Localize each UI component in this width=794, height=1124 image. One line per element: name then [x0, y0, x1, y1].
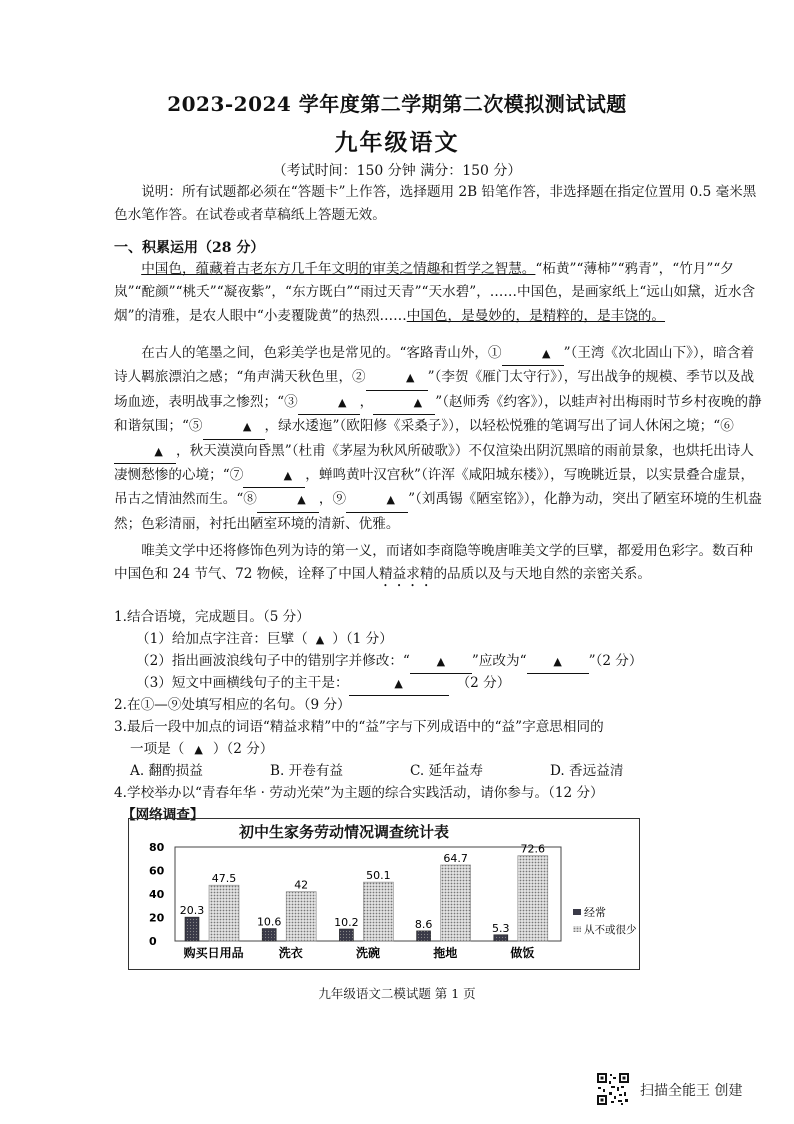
- bar-rarely-0: [209, 885, 239, 941]
- answer-blank-correction[interactable]: [527, 650, 589, 674]
- category-label-3: 拖地: [433, 946, 458, 960]
- answer-blank-3[interactable]: [298, 391, 360, 415]
- passage-text: ”（王湾《次北固山下》），暗含着诗人羁旅漂泊之感；“角声满天秋色里，②: [114, 345, 755, 386]
- triangle-marker: ▲: [436, 655, 446, 668]
- answer-blank-2[interactable]: [366, 366, 428, 390]
- passage-text: ，⑨: [318, 491, 347, 508]
- page-footer: 九年级语文二模试题 第 1 页: [318, 986, 476, 1001]
- triangle-marker: ▲: [406, 371, 415, 385]
- scanner-watermark: 扫描全能王 创建: [640, 1083, 743, 1099]
- y-tick-label: 80: [149, 841, 165, 854]
- triangle-marker: ▲: [394, 677, 403, 690]
- passage-text: ”（李贺《雁门太守行》），写出战争的规模、季节以及战场血迹，表明战事之惨烈；“③: [114, 369, 755, 410]
- passage-text: 的品质以及与天地自然的亲密关系。: [433, 566, 651, 583]
- bar-rarely-1: [286, 892, 316, 941]
- triangle-marker: ▲: [386, 493, 395, 507]
- survey-label: 【网络调查】: [122, 807, 204, 823]
- passage-text: 在古人的笔墨之间，色彩美学也是常见的。“客路青山外，①: [141, 345, 502, 361]
- passage-text: ，绿水逶迤”（欧阳修《采桑子》），以轻松悦雅的笔调写出了词人休闲之境；“⑥: [264, 418, 734, 435]
- answer-blank-1[interactable]: [502, 342, 564, 366]
- answer-blank-6[interactable]: [114, 440, 176, 464]
- dotted-phrase: 精益求精: [379, 566, 434, 583]
- option-c[interactable]: C. 延年益寿: [410, 763, 483, 779]
- triangle-marker: ▲: [413, 395, 423, 409]
- bar-chart-svg: [129, 819, 639, 969]
- option-d[interactable]: D. 香远益清: [550, 763, 624, 779]
- question-text: ）（2 分）: [212, 741, 274, 757]
- legend-label-often: 经常: [584, 906, 606, 919]
- passage-text: ，蝉鸣黄叶汉宫秋”（许浑《咸阳城东楼》），写晚眺近景，以实景叠合虚景，吊古之情油然而生。“⑧: [114, 467, 755, 508]
- option-a[interactable]: A. 翻酌损益: [130, 763, 203, 779]
- question-text: （1）给加点字注音：巨擘（: [136, 631, 308, 647]
- qr-code-icon: [596, 1072, 630, 1106]
- exam-subject: 九年级语文: [334, 129, 460, 156]
- bar-often-2: [339, 929, 353, 941]
- triangle-marker: ▲: [338, 395, 347, 409]
- legend-swatch-often: [573, 909, 581, 915]
- question-3: 3.最后一段中加点的词语“精益求精”中的“益”字与下列成语中的“益”字意思相同的: [114, 719, 604, 735]
- question-3-options: [130, 760, 790, 782]
- category-label-1: 洗衣: [278, 946, 303, 960]
- data-label-rarely-2: 50.1: [366, 869, 391, 883]
- question-3-line2: [130, 738, 790, 761]
- passage-text: 唯美文学中还将修饰色列为诗的第一义，而诸如李商隐等晚唐唯美文学的巨擘，都爱用色彩字。数百种中国色和 24 节气、72 物候，诠释了中国人: [114, 543, 753, 583]
- y-tick-label: 60: [149, 864, 165, 878]
- bar-rarely-4: [518, 856, 548, 941]
- passage-paragraph-1: [114, 258, 766, 328]
- section-title: 一、积累运用（28 分）: [114, 240, 265, 256]
- bar-often-4: [494, 935, 508, 941]
- data-label-rarely-4: 72.6: [520, 842, 546, 856]
- y-tick-label: 40: [149, 888, 165, 901]
- question-text: ”（2 分）: [588, 653, 643, 669]
- bar-rarely-3: [441, 865, 471, 941]
- question-text: ）（1 分）: [332, 631, 393, 647]
- instructions-note: 说明：所有试题都必须在“答题卡”上作答，选择题用 2B 铅笔作答，非选择题在指定位置用 0.5 毫米黑色水笔作答。在试卷或者草稿纸上答题无效。: [114, 184, 757, 224]
- passage-text: ，秋天漠漠向昏黑”（杜甫《茅屋为秋风所破歌》）不仅渲染出阴沉黑暗的雨前景象，也烘托出诗人凄恻愁惨的心境；“⑦: [114, 442, 754, 484]
- data-label-often-3: 8.6: [414, 917, 433, 931]
- category-label-2: 洗碗: [355, 946, 381, 960]
- answer-blank-7[interactable]: [243, 464, 305, 488]
- option-b[interactable]: B. 开卷有益: [270, 763, 344, 779]
- passage-paragraph-2: [114, 342, 766, 536]
- question-text: ”应改为“: [471, 653, 527, 669]
- data-label-often-4: 5.3: [492, 921, 510, 935]
- triangle-marker: ▲: [283, 469, 293, 483]
- triangle-marker: ▲: [242, 420, 252, 434]
- question-4: 4.学校举办以“青春年华 · 劳动光荣”为主题的综合实践活动，请你参与。（12 分）: [114, 785, 604, 801]
- category-label-0: 购买日用品: [183, 946, 244, 960]
- legend-swatch-rarely: [573, 926, 581, 932]
- passage-text: ”（赵师秀《约客》），以蛙声衬出梅雨时节乡村夜晚的静和谐氛围；“⑤: [114, 393, 762, 435]
- answer-blank-8[interactable]: [257, 488, 319, 512]
- bar-often-0: [185, 917, 199, 941]
- answer-marker-3[interactable]: ▲: [194, 743, 203, 756]
- triangle-marker: ▲: [553, 655, 562, 668]
- question-1-1: [136, 628, 794, 651]
- category-label-4: 做饭: [510, 946, 535, 960]
- exam-info: （考试时间：150 分钟 满分：150 分）: [272, 163, 522, 179]
- triangle-marker: ▲: [541, 347, 551, 360]
- question-text: （3）短文中画横线句子的主干是：: [136, 675, 349, 691]
- underlined-sentence: 中国色，蕴藏着古老东方几千年文明的审美之情趣和哲学之智慧。: [141, 261, 536, 277]
- data-label-rarely-3: 64.7: [443, 851, 468, 865]
- passage-paragraph-3: [114, 540, 766, 590]
- data-label-rarely-1: 42: [294, 878, 309, 892]
- answer-blank-4[interactable]: [373, 391, 435, 415]
- underlined-sentence-end: 中国色，是曼妙的，是精粹的，是丰饶的。: [406, 307, 666, 324]
- legend-label-rarely: 从不或很少: [584, 924, 637, 936]
- survey-chart: [128, 818, 640, 970]
- answer-blank-typo[interactable]: [410, 650, 472, 674]
- triangle-marker: ▲: [154, 444, 163, 458]
- bar-rarely-2: [363, 882, 393, 941]
- chart-title: 初中生家务劳动情况调查统计表: [238, 823, 449, 841]
- bar-often-1: [262, 929, 276, 941]
- triangle-marker: ▲: [297, 493, 306, 507]
- answer-blank-trunk[interactable]: [349, 672, 449, 696]
- passage-text: ”（刘禹锡《陋室铭》），化静为动，突出了陋室环境的生机盎然；色彩清丽，衬托出陋室环境的清新、优雅。: [114, 491, 762, 532]
- passage-text: “柘黄”“薄柿”“鸦青”，“竹月”“夕岚”“酡颜”“桃夭”“凝夜紫”，“东方既白”“雨过天青”“天水碧”，……中国色，是画家纸上“远山如黛，近水含烟”的清雅，是农人眼中“小麦覆陇黄”的热烈……: [114, 261, 756, 324]
- data-label-rarely-0: 47.5: [211, 872, 237, 886]
- question-1: 1.结合语境，完成题目。（5 分）: [114, 609, 310, 625]
- data-label-often-2: 10.2: [334, 916, 359, 930]
- answer-marker-1-1[interactable]: ▲: [315, 633, 325, 646]
- data-label-often-1: 10.6: [256, 915, 282, 929]
- question-2: 2.在①—⑨处填写相应的名句。（9 分）: [114, 697, 351, 713]
- bar-often-3: [417, 931, 431, 941]
- question-text: （2）指出画波浪线句子中的错别字并修改：“: [136, 653, 410, 669]
- answer-blank-9[interactable]: [346, 488, 408, 512]
- y-tick-label: 0: [149, 935, 157, 948]
- question-text: （2 分）: [456, 675, 511, 691]
- answer-blank-5[interactable]: [203, 415, 265, 439]
- question-1-3: [136, 672, 794, 696]
- data-label-often-0: 20.3: [179, 904, 205, 918]
- question-text: 一项是（: [130, 741, 185, 757]
- y-tick-label: 20: [149, 911, 165, 925]
- passage-text: ，: [359, 393, 374, 410]
- exam-title: 2023-2024 学年度第二学期第二次模拟测试试题: [167, 92, 627, 116]
- question-1-2: [136, 650, 794, 674]
